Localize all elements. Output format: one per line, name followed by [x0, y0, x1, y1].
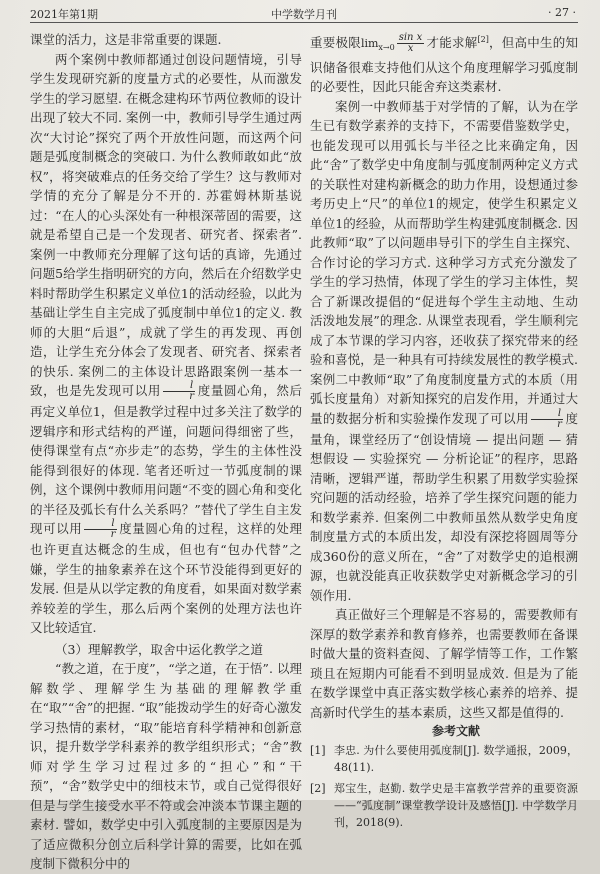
paragraph: 课堂的活力，这是非常重要的课题. [30, 32, 222, 47]
fraction-sinx-over-x: $\frac{\text{sin x}}{x}$ [398, 32, 423, 55]
right-column [310, 30, 578, 835]
fraction-l-over-r: $\frac{l}{r}$ [84, 519, 116, 540]
paragraph: “教之道，在于度”，“学之道，在于悟”. 以理解数学、理解学生为基础的理解教学重在“取”“舍”的把握. “取”能拨动学生的好奇心激发学习热情的素材，“取”能培育科学精神和创新意识，提升数学学科素养的教学组织形式；“舍”教师对学生学习过程过多的“担心”和“干预”，“舍”数学史中的细枝末节，或自己觉得很好但是与学生接受水平不符或会冲淡本节课主题的素材. 譬如，数学史中引入弧度制的主要原因是为了适应微积分创立后科学计算的需要，比如在弧度制下微积分中的 [30, 661, 302, 871]
journal-title: 中学数学月刊 [271, 8, 337, 21]
paragraph: 真正做好三个理解是不容易的，需要教师有深厚的数学素养和教育修养，也需要教师在备课时做大量的资料查阅、了解学情等工作，工作繁琐且在短期内可能看不到明显成效. 但是为了能在数学课堂中真正落实数学核心素养的培养、提高新时代学生的基本素质，这些又都是值得的. [310, 607, 578, 720]
page-number: · 27 · [548, 6, 576, 19]
reference-item: [2] 郑宝生，赵勤. 数学史是丰富教学营养的重要资源——“弧度制”课堂教学设计及感悟[J]. 中学数学月刊，2018(9). [310, 781, 578, 829]
fraction-l-over-r: $\frac{l}{r}$ [531, 409, 563, 430]
running-header [30, 0, 578, 23]
issue-label: 2021年第1期 [30, 8, 98, 21]
citation-ref: [2] [477, 35, 489, 44]
reference-item: [1] 李忠. 为什么要使用弧度制[J]. 数学通报，2009，48(11). [310, 743, 578, 774]
references-title: 参考文献 [431, 724, 480, 739]
limit-expression: $\lim_{x\to 0}$ [360, 37, 395, 53]
fraction-l-over-r: $\frac{l}{r}$ [163, 381, 195, 402]
section-heading: （3）理解教学，取舍中运化教学之道 [55, 641, 263, 657]
left-column [30, 30, 302, 874]
paragraph: 重要极限$\lim_{x\to 0}$ $\frac{\text{sin x}}{x}$ 才能求解[2]，但高中生的知识储备很难支持他们从这个角度理解学习弧度制的必要性，因此只能舍弃这类素材. [310, 32, 578, 95]
paragraph: 案例一中教师基于对学情的了解，认为在学生已有数学素养的支持下，不需要借鉴数学史，也能发现可以用弧长与半径之比来确定角，因此“舍”了数学史中角度制与弧度制两种定义方式的关联性对建构新概念的助力作用，设想通过参考历史上“尺”的单位1的规定，使学生积累定义单位1的经验，从而帮助学生构建弧度制概念. 因此教师“取”了以问题串导引下的学生自主探究、合作讨论的学习方式. 这种学习方式充分激发了学生的学习热情，体现了学生的学习主体性，契合了新课改提倡的“促进每个学生主动地、生动活泼地发展”的理念. 从课堂表现看，学生顺利完成了本节课的学习内容，还收获了探究带来的经验和喜悦，是一种具有可持续发展性的教学模式. 案例二中教师“取”了角度制度量方式的本质（用弧长度量角）对新知探究的启发作用，并通过大量的数据分析和实验操作发现了可以用 $\frac{l}{r}$ 度量角，课堂经历了“创设情境 — 提出问题 — 猜想假设 — 实验探究 — 分析论证”的程序，思路清晰，逻辑严谨，帮助学生积累了用数学实验探究问题的活动经验，培养了学生探究问题的能力和数学素养. 但案例二中教师虽然从数学史角度制度量方式的本质出发，却没有深挖将圆周等分成360份的意义所在，“舍”了对数学史的追根溯源，也就没能真正收获数学史对新概念学习的引领作用. [310, 98, 578, 603]
paragraph: 两个案例中教师都通过创设问题情境，引导学生发现研究新的度量方式的必要性，从而激发学生的学习愿望. 在概念建构环节两位教师的设计出现了较大不同. 案例一中，教师引导学生通过两次“大讨论”探究了两个开放性问题，而这两个问题是弧度制概念的突破口. 为什么教师敢如此“放权”，将突破难点的任务交给了学生？这与教师对学情的充分了解是分不开的. 苏霍姆林斯基说过：“在人的心头深处有一种根深蒂固的需要，这就是希望自己是一个发现者、研究者、探索者”. 案例一中教师充分理解了这句话的真谛，先通过问题5给学生指明研究的方向，然后在介绍数学史料时帮助学生积累定义单位1的活动经验，以此为基础让学生自主完成了弧度制中单位1的定义. 教师的大胆“后退”，成就了学生的再发现、再创造，让学生充分体会了发现者、研究者、探索者的快乐. 案例二的主体设计思路跟案例一基本一致，也是先发现可以用 $\frac{l}{r}$ 度量圆心角，然后再定义单位1，但是教学过程中过多关注了数学的逻辑序和形式结构的严谨，问题问得细密了些，使得课堂有点“亦步走”的态势，学生的主体性没能得到很好的体现. 笔者还听过一节弧度制的课例，这个课例中教师用问题“不变的圆心角和变化的半径及弧长有什么关系吗？”替代了学生自主发现可以用 $\frac{l}{r}$ 度量圆心角的过程，这样的处理也许更直达概念的生成，但也有“包办代替”之嫌，学生的抽象素养在这个环节没能得到更好的发展. 但是从以学定教的角度看，如果面对数学素养较差的学生，那么后两个案例的处理方法也许又比较适宜. [30, 51, 302, 635]
